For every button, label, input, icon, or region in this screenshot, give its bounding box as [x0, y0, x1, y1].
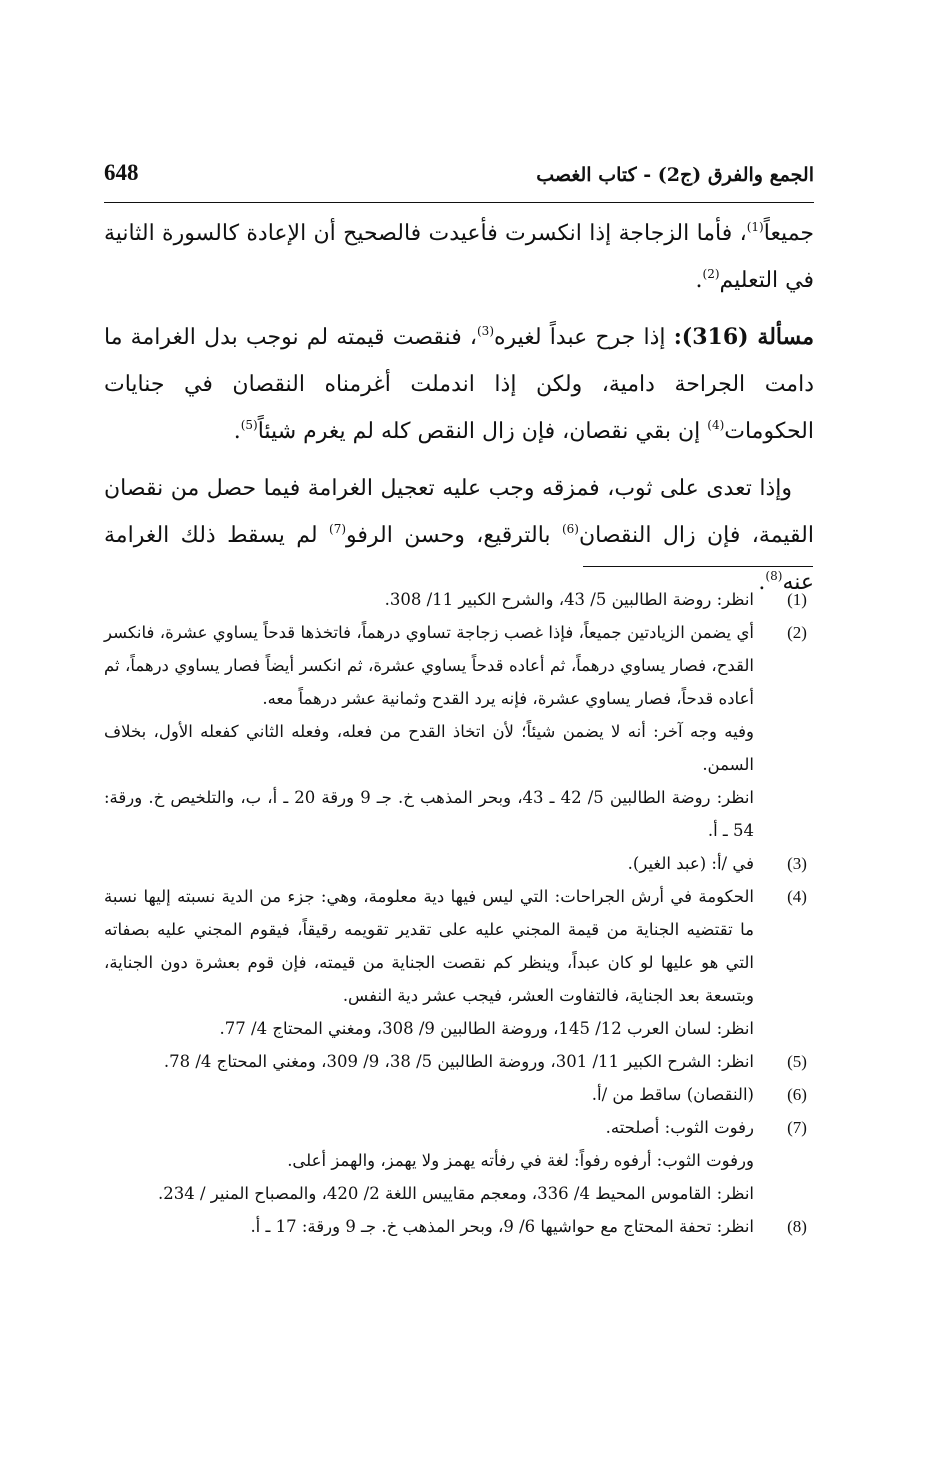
- footnote-text: رفوت الثوب: أصلحته.: [605, 1118, 754, 1137]
- footnote-text: انظر: لسان العرب 12/ 145، وروضة الطالبين 9/ 308، ومغني المحتاج 4/ 77.: [219, 1019, 754, 1038]
- footnote-text: انظر: الشرح الكبير 11/ 301، وروضة الطالبين 5/ 38، 9/ 309، ومغني المحتاج 4/ 78.: [163, 1052, 754, 1071]
- footnote-ref-1: (1): [746, 220, 764, 234]
- issue-text: إن بقي نقصان، فإن زال النقص كله لم يغرم شيئاً: [257, 419, 708, 444]
- footnote-text: انظر: روضة الطالبين 5/ 42 ـ 43، وبحر المذهب خ. جـ 9 ورقة 20 ـ أ، ب، والتلخيص خ. ورقة: 54 ـ أ.: [104, 788, 755, 840]
- footnote-ref-2: (2): [702, 267, 720, 281]
- paragraph-1: [104, 210, 814, 304]
- footnote-4: [104, 880, 814, 1045]
- paragraph-text: بالترقيع، وحسن الرفو: [346, 523, 562, 548]
- footnote-8: [104, 1210, 814, 1243]
- issue-316: [104, 314, 814, 455]
- paragraph-text: وإذا تعدى على ثوب، فمزقه وجب عليه تعجيل الغرامة فيما حصل من نقصان القيمة، فإن زال النقصان: [104, 476, 814, 548]
- issue-text: إذا جرح عبداً لغيره: [494, 325, 674, 350]
- footnote-1: [104, 583, 814, 616]
- footnote-text: في /أ: (عبد الغير).: [627, 854, 754, 873]
- main-text: [104, 210, 814, 606]
- footnote-5: [104, 1045, 814, 1078]
- paragraph-text: .: [695, 268, 703, 293]
- footnote-ref-3: (3): [476, 324, 494, 338]
- running-title: الجمع والفرق (ج2) - كتاب الغصب: [536, 164, 814, 186]
- paragraph-text: لم يسقط ذلك الغرامة عنه: [104, 523, 814, 595]
- footnote-text: الحكومة في أرش الجراحات: التي ليس فيها دية معلومة، وهي: جزء من الدية نسبته إليها نسبة ما تقتضيه الجناية من قيمة المجني عليه على تقدير تقويمه رقيقاً، فيقوم المجني عليه بصفاته التي هو عليها لو كان عبداً، وينظر كم نقصت الجناية من قيمته، فإن قوم بعشرة دون الجناية، وبتسعة بعد الجناية، فالتفاوت العشر، فيجب عشر دية النفس.: [104, 887, 754, 1005]
- footnote-number: (7): [787, 1118, 807, 1137]
- footnote-ref-8: (8): [765, 569, 783, 583]
- issue-label: مسألة (316):: [673, 324, 815, 350]
- footnote-number: (5): [787, 1052, 807, 1071]
- footnote-text: انظر: تحفة المحتاج مع حواشيها 6/ 9، وبحر المذهب خ. جـ 9 ورقة: 17 ـ أ.: [250, 1217, 754, 1236]
- footnote-text: ورفوت الثوب: أرفوه رفواً: لغة في رفأته يهمز ولا يهمز، والهمز أعلى.: [287, 1151, 754, 1170]
- footnote-separator: [583, 566, 813, 567]
- footnotes: [104, 583, 814, 1243]
- footnote-ref-7: (7): [329, 522, 347, 536]
- issue-text: ، فنقصت قيمته لم نوجب بدل الغرامة ما دامت الجراحة دامية، ولكن إذا اندملت أغرمناه النقصان في جنايات الحكومات: [104, 325, 814, 444]
- footnote-6: [104, 1078, 814, 1111]
- footnote-3: [104, 847, 814, 880]
- footnote-number: (8): [787, 1217, 807, 1236]
- footnote-number: (6): [787, 1085, 807, 1104]
- paragraph-text: .: [758, 570, 766, 595]
- footnote-number: (2): [787, 623, 807, 642]
- footnote-7: [104, 1111, 814, 1210]
- footnote-text: انظر: القاموس المحيط 4/ 336، ومعجم مقاييس اللغة 2/ 420، والمصباح المنير / 234.: [158, 1184, 754, 1203]
- footnote-text: وفيه وجه آخر: أنه لا يضمن شيئاً؛ لأن اتخاذ القدح من فعله، وفعله الثاني كفعله الأول، بخلاف السمن.: [104, 722, 754, 774]
- footnote-ref-4: (4): [707, 418, 725, 432]
- paragraph-text: جميعاً: [763, 221, 815, 246]
- footnote-text: (النقصان) ساقط من /أ.: [591, 1085, 754, 1104]
- footnote-ref-5: (5): [240, 418, 258, 432]
- footnote-number: (3): [787, 854, 807, 873]
- paragraph-text: ، فأما الزجاجة إذا انكسرت فأعيدت فالصحيح أن الإعادة كالسورة الثانية في التعليم: [104, 221, 814, 293]
- footnote-text: أي يضمن الزيادتين جميعاً، فإذا غصب زجاجة تساوي درهماً، فاتخذها قدحاً يساوي عشرة، فانكسر القدح، فصار يساوي درهماً، ثم أعاده قدحاً يساوي عشرة، ثم انكسر أيضاً فصار يساوي درهماً، ثم أعاده قدحاً، فصار يساوي عشرة، فإنه يرد القدح وثمانية عشر درهماً معه.: [104, 623, 754, 708]
- footnote-text: انظر: روضة الطالبين 5/ 43، والشرح الكبير 11/ 308.: [384, 590, 754, 609]
- footnote-number: (4): [787, 887, 807, 906]
- footnote-ref-6: (6): [561, 522, 579, 536]
- footnote-2: [104, 616, 814, 847]
- page-header: [104, 158, 814, 203]
- issue-text: .: [233, 419, 241, 444]
- footnote-number: (1): [787, 590, 807, 609]
- page-number: 648: [104, 160, 139, 185]
